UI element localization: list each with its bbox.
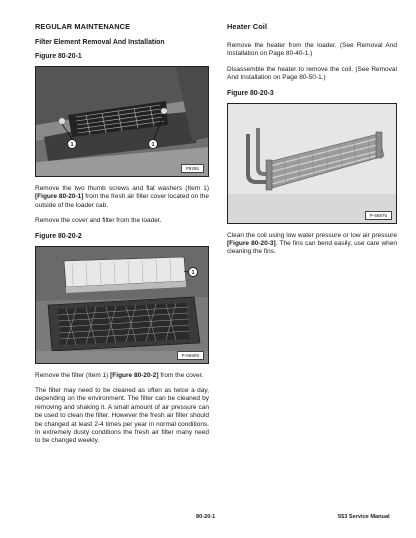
figure-2-id: P-66900	[177, 351, 204, 360]
paragraph-filter-cleaning: The filter may need to be cleaned as often as twice a day, depending on the environment. The filter can be cleaned by removing and shaking it. A small amount of air pressure can be used to clean the filter. However the fresh air filter should be changed at least 2-4 times per year in normal conditions. In extremely dusty conditions the fresh air filter many need to be changed weekly.	[35, 387, 209, 445]
figure-1-photo	[35, 66, 209, 177]
section-heading: REGULAR MAINTENANCE	[35, 22, 131, 31]
footer-manual-title: 553 Service Manual	[338, 514, 390, 520]
paragraph-text: from the cover.	[158, 371, 204, 379]
heater-coil-illustration	[228, 104, 397, 224]
paragraph-text: . The fins can bend easily, use care when cleaning the fins.	[227, 240, 398, 256]
paragraph-remove-heater: Remove the heater from the loader. (See Removal And Installation on Page 80-40-1.)	[227, 42, 397, 58]
right-column	[227, 22, 397, 264]
paragraph-text: from the fresh air filter cover located on the outside of the loader cab.	[35, 193, 209, 209]
paragraph-clean-coil	[227, 232, 397, 257]
paragraph-text: Clean the coil using low water pressure or low air pressure	[227, 231, 397, 239]
paragraph-text: Remove the filter (Item 1)	[35, 371, 111, 379]
figure-1-id: P9255	[181, 164, 204, 173]
filter-and-cover-illustration	[36, 247, 209, 364]
figure-reference: [Figure 80-20-1]	[35, 193, 84, 201]
paragraph-remove-screws	[35, 185, 209, 210]
paragraph-disassemble-heater: Disassemble the heater to remove the coil. (See Removal And Installation on Page 80-50-1.)	[227, 65, 397, 82]
paragraph-remove-cover: Remove the cover and filter from the loader.	[35, 217, 162, 225]
callout-item-1-filter: 1	[188, 267, 198, 277]
figure-3-photo	[227, 103, 397, 224]
figure-reference: [Figure 80-20-3]	[227, 240, 276, 248]
left-column	[35, 22, 209, 453]
callout-item-1-right: 1	[148, 139, 158, 149]
paragraph-text: Remove the two thumb screws and flat washers (Item 1)	[35, 185, 209, 192]
footer-page-number: 80-20-1	[196, 514, 216, 520]
section-heading-heater-coil: Heater Coil	[227, 22, 268, 31]
figure-3-id: P-66975	[365, 211, 392, 220]
figure-1-label: Figure 80-20-1	[35, 53, 82, 60]
figure-3-label: Figure 80-20-3	[227, 89, 274, 97]
figure-2-photo	[35, 246, 209, 364]
cab-panel-illustration	[36, 67, 209, 177]
paragraph-remove-filter	[35, 372, 209, 380]
callout-item-1-left: 1	[67, 139, 77, 149]
subsection-heading: Filter Element Removal And Installation	[35, 39, 165, 46]
figure-2-label: Figure 80-20-2	[35, 232, 82, 240]
figure-reference: [Figure 80-20-2]	[110, 371, 159, 379]
